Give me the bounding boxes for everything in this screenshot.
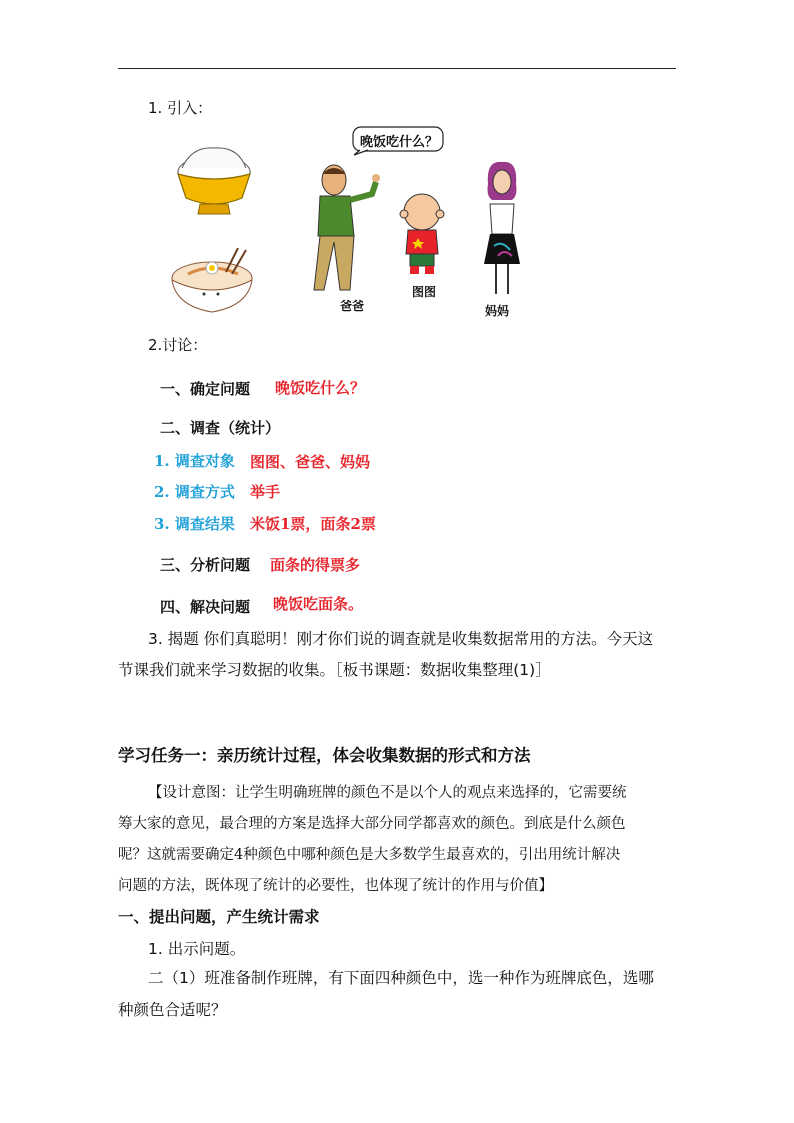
design-intent-line2: 筹大家的意见，最合理的方案是选择大部分同学都喜欢的颜色。到底是什么颜色 [118,816,626,832]
rice-bowl-image [172,140,256,218]
reveal-line2: 节课我们就来学习数据的收集。［板书课题：数据收集整理(1)］ [118,661,551,679]
step1-value: 晚饭吃什么？ [275,379,366,397]
step4-value: 晚饭吃面条。 [273,595,364,613]
tutu-label: 图图 [412,285,437,299]
tutu-figure [398,192,446,276]
dad-label: 爸爸 [340,299,365,313]
bubble-text: 晚饭吃什么？ [360,135,439,150]
mom-label: 妈妈 [485,304,510,318]
intro-label: 1. 引入： [148,99,213,117]
step3-head: 三、分析问题 [160,556,251,574]
sub2-head: 2. 调查方式 [154,483,235,501]
mom-figure [480,160,524,298]
section1-item1: 1. 出示问题。 [148,940,246,958]
section1-title: 一、提出问题，产生统计需求 [118,908,320,926]
step4-head: 四、解决问题 [160,598,251,616]
question-line1: 二（1）班准备制作班牌，有下面四种颜色中，选一种作为班牌底色，选哪 [148,969,654,987]
sub2-value: 举手 [250,483,281,501]
discussion-label: 2.讨论： [148,336,208,354]
task-title: 学习任务一：亲历统计过程，体会收集数据的形式和方法 [118,746,531,765]
reveal-line1: 3. 揭题 你们真聪明！刚才你们说的调查就是收集数据常用的方法。今天这 [148,630,654,648]
design-intent-line3: 呢？这就需要确定4种颜色中哪种颜色是大多数学生最喜欢的，引出用统计解决 [118,847,621,863]
noodle-bowl-image [168,248,264,318]
header-rule [118,68,676,69]
step2-head: 二、调查（统计） [160,419,281,437]
sub3-head: 3. 调查结果 [154,515,235,533]
dad-figure [310,164,382,296]
step3-value: 面条的得票多 [270,556,361,574]
sub3-value: 米饭1票，面条2票 [250,515,376,533]
design-intent-line1: 【设计意图：让学生明确班牌的颜色不是以个人的观点来选择的，它需要统 [148,785,627,801]
design-intent-line4: 问题的方法，既体现了统计的必要性，也体现了统计的作用与价值】 [118,878,553,894]
sub1-head: 1. 调查对象 [154,452,235,470]
sub1-value: 图图、爸爸、妈妈 [250,453,371,471]
question-line2: 种颜色合适呢？ [118,1001,227,1019]
step1-head: 一、确定问题 [160,380,251,398]
